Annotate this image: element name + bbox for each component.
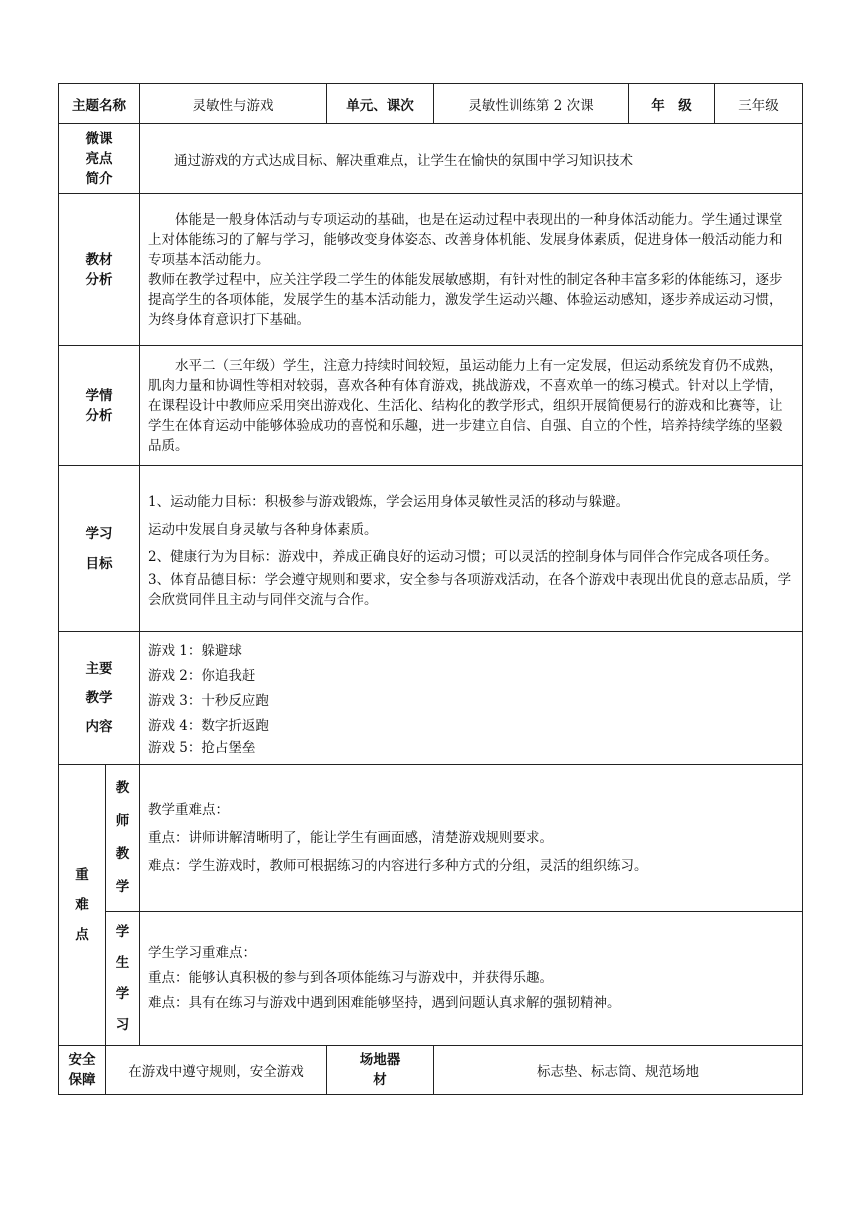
topic-value: 灵敏性与游戏	[140, 84, 327, 124]
student-line: 难点：具有在练习与游戏中遇到困难能够坚持，遇到问题认真求解的强韧精神。	[148, 995, 621, 1011]
teacher-content	[140, 765, 803, 912]
key-student-row	[59, 912, 803, 1046]
game-item: 游戏 4：数字折返跑	[148, 717, 269, 734]
student-line: 学生学习重难点：	[148, 945, 256, 961]
material-label: 教材 分析	[59, 194, 140, 346]
game-item: 游戏 3：十秒反应跑	[148, 692, 269, 709]
content-list	[140, 632, 803, 765]
content-label: 主要 教学 内容	[59, 632, 140, 765]
goals-label: 学习 目标	[59, 466, 140, 632]
learner-content	[140, 346, 803, 466]
teacher-line: 重点：讲师讲解清晰明了，能让学生有画面感，清楚游戏规则要求。	[148, 830, 553, 846]
unit-value: 灵敏性训练第 2 次课	[434, 84, 629, 124]
goals-content	[140, 466, 803, 632]
lesson-plan-table	[58, 83, 803, 1095]
micro-row	[59, 124, 803, 194]
student-content	[140, 912, 803, 1046]
topic-label: 主题名称	[59, 84, 140, 124]
goal-line: 1、运动能力目标：积极参与游戏锻炼，学会运用身体灵敏性灵活的移动与躲避。	[148, 493, 630, 510]
safety-value: 在游戏中遵守规则，安全游戏	[106, 1046, 327, 1095]
learner-paragraph: 水平二（三年级）学生，注意力持续时间较短，虽运动能力上有一定发展，但运动系统发育仍不成熟，肌肉力量和协调性等相对较弱，喜欢各种有体育游戏，挑战游戏，不喜欢单一的练习模式。针对以上学情，在课程设计中教师应采用突出游戏化、生活化、结构化的教学形式，组织开展简便易行的游戏和比赛等，让学生在体育运动中能够体验成功的喜悦和乐趣，进一步建立自信、自强、自立的个性，培养持续学练的坚毅品质。	[148, 357, 783, 454]
teacher-label: 教 师 教 学	[106, 765, 140, 912]
micro-text: 通过游戏的方式达成目标、解决重难点，让学生在愉快的氛围中学习知识技术	[140, 124, 803, 194]
student-label: 学 生 学 习	[106, 912, 140, 1046]
learner-label: 学情 分析	[59, 346, 140, 466]
material-row	[59, 194, 803, 346]
safety-label: 安全 保障	[59, 1046, 106, 1095]
goal-line: 2、健康行为为目标：游戏中，养成正确良好的运动习惯；可以灵活的控制身体与同伴合作完成各项任务。	[148, 548, 778, 565]
teacher-line: 教学重难点：	[148, 802, 229, 818]
material-content	[140, 194, 803, 346]
learner-row	[59, 346, 803, 466]
student-line: 重点：能够认真积极的参与到各项体能练习与游戏中，并获得乐趣。	[148, 970, 553, 986]
key-label: 重 难 点	[59, 765, 106, 1046]
goal-line: 3、体育品德目标：学会遵守规则和要求，安全参与各项游戏活动，在各个游戏中表现出优良的意志品质，学会欣赏同伴且主动与同伴交流与合作。	[148, 571, 792, 608]
game-item: 游戏 2：你追我赶	[148, 667, 256, 684]
goals-row	[59, 466, 803, 632]
material-paragraph: 教师在教学过程中，应关注学段二学生的体能发展敏感期，有针对性的制定各种丰富多彩的体能练习，逐步提高学生的各项体能，发展学生的基本活动能力，激发学生运动兴趣、体验运动感知，逐步养成运动习惯，为终身体育意识打下基础。	[148, 271, 783, 328]
header-row	[59, 84, 803, 124]
goal-line: 运动中发展自身灵敏与各种身体素质。	[148, 521, 378, 538]
unit-label: 单元、课次	[327, 84, 434, 124]
teacher-line: 难点：学生游戏时，教师可根据练习的内容进行多种方式的分组，灵活的组织练习。	[148, 858, 648, 874]
venue-label: 场地器 材	[327, 1046, 434, 1095]
content-row	[59, 632, 803, 765]
grade-value: 三年级	[715, 84, 803, 124]
venue-value: 标志垫、标志筒、规范场地	[434, 1046, 803, 1095]
game-item: 游戏 1：躲避球	[148, 642, 242, 659]
micro-label: 微课 亮点 简介	[59, 124, 140, 194]
footer-row	[59, 1046, 803, 1095]
game-item: 游戏 5：抢占堡垒	[148, 739, 256, 756]
grade-label: 年 级	[629, 84, 715, 124]
material-paragraph: 体能是一般身体活动与专项运动的基础，也是在运动过程中表现出的一种身体活动能力。学生通过课堂上对体能练习的了解与学习，能够改变身体姿态、改善身体机能、发展身体素质，促进身体一般活动能力和专项基本活动能力。	[148, 211, 783, 268]
key-teacher-row	[59, 765, 803, 912]
